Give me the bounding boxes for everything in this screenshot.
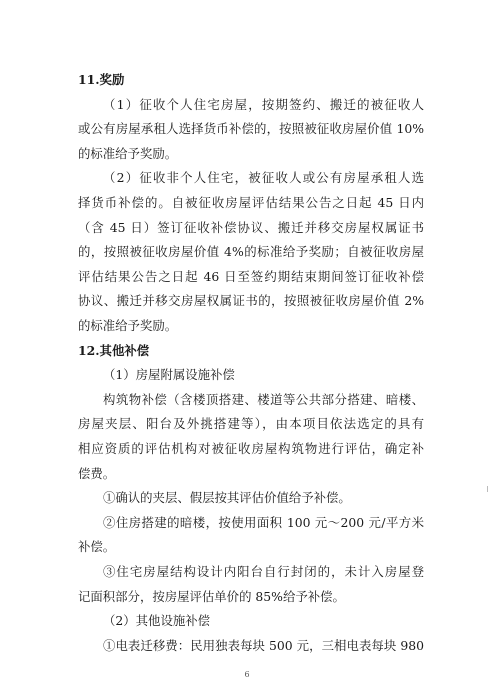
subsection-1-title: （1）房屋附属设施补偿 <box>103 367 235 383</box>
section-11-para2-line: （含 45 日）签订征收补偿协议、搬迁并移交房屋权属证书 <box>78 219 424 235</box>
subsection-2-item-1: ①电表迁移费：民用独表每块 500 元，三相电表每块 980 <box>103 637 424 653</box>
subsection-1-para-line: 偿费。 <box>78 465 116 481</box>
subsection-1-para-line: 构筑物补偿（含楼顶搭建、楼道等公共部分搭建、暗楼、 <box>103 391 424 407</box>
section-11-para1-line: 的标准给予奖励。 <box>78 145 178 161</box>
section-11-para1-line: （1）征收个人住宅房屋，按期签约、搬迁的被征收人 <box>103 96 424 112</box>
list-item-2-line: 补偿。 <box>78 539 116 555</box>
section-11-para2-line: （2）征收非个人住宅，被征收人或公有房屋承租人选 <box>103 170 424 186</box>
subsection-1-para-line: 房屋夹层、阳台及外挑搭建等），由本项目依法选定的具有 <box>78 416 424 432</box>
list-item-2-line: ②住房搭建的暗楼，按使用面积 100 元～200 元/平方米 <box>103 514 424 530</box>
section-11-para2-line: 的，按照被征收房屋价值 4%的标准给予奖励；自被征收房屋 <box>78 244 424 260</box>
edge-mark <box>487 486 488 492</box>
section-11-para2-line: 择货币补偿的。自被征收房屋评估结果公告之日起 45 日内 <box>78 195 424 210</box>
section-11-para2-line: 的标准给予奖励。 <box>78 318 178 333</box>
section-11-para2-line: 评估结果公告之日起 46 日至签约期结束期间签订征收补偿 <box>78 268 424 284</box>
list-item-1: ①确认的夹层、假层按其评估价值给予补偿。 <box>103 490 351 506</box>
list-item-3-line: ③住宅房屋结构设计内阳台自行封闭的，未计入房屋登 <box>103 564 424 579</box>
section-11-para2-line: 协议、搬迁并移交房屋权属证书的，按照被征收房屋价值 2% <box>78 293 424 309</box>
page-number: 6 <box>244 670 250 679</box>
section-11-heading: 11.奖励 <box>78 72 125 87</box>
subsection-1-para-line: 相应资质的评估机构对被征收房屋构筑物进行评估，确定补 <box>78 441 424 456</box>
subsection-2-title: （2）其他设施补偿 <box>103 613 211 629</box>
section-12-heading: 12.其他补偿 <box>78 342 150 358</box>
section-11-para1-line: 或公有房屋承租人选择货币补偿的，按照被征收房屋价值 10% <box>78 121 424 137</box>
list-item-3-line: 记面积部分，按房屋评估单价的 85%给予补偿。 <box>78 588 345 604</box>
